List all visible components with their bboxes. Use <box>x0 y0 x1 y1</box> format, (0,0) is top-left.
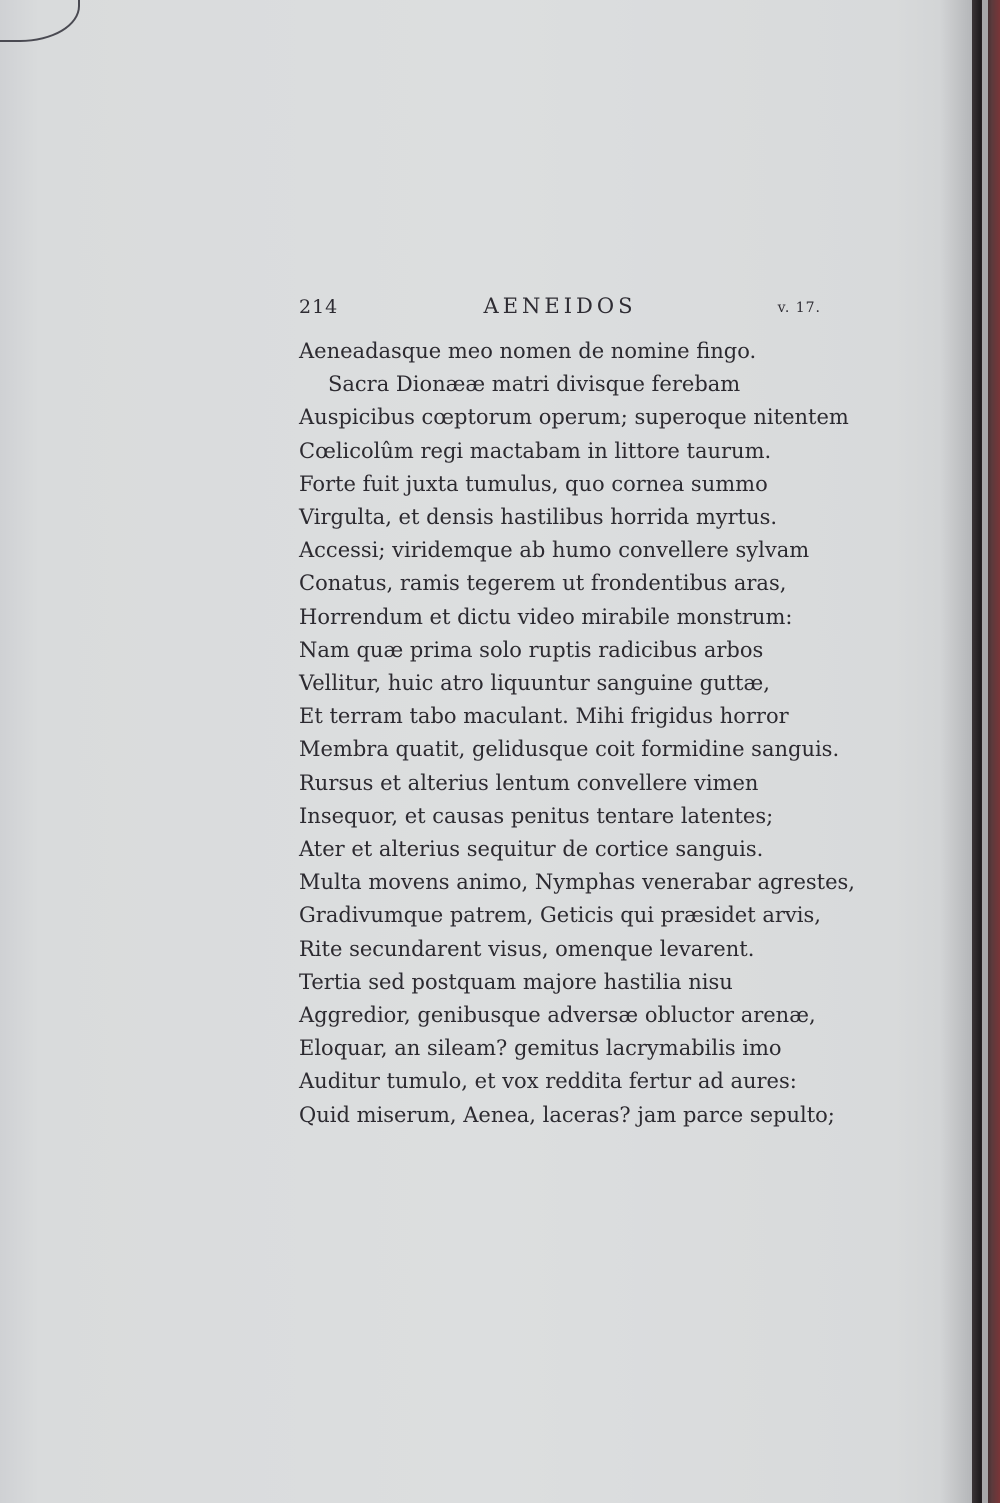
verse-line: Virgulta, et densis hastilibus horrida myrtus. <box>299 505 778 530</box>
verse-line: Aeneadasque meo nomen de nomine fingo. <box>299 339 757 363</box>
verse-line: Et terram tabo maculant. Mihi frigidus horror <box>299 704 789 729</box>
next-page-edge <box>982 0 988 1503</box>
verse-line: Auditur tumulo, et vox reddita fertur ad aures: <box>299 1069 797 1094</box>
verse-line: Forte fuit juxta tumulus, quo cornea summo <box>299 471 768 496</box>
running-header <box>299 294 821 328</box>
verse-line: Tertia sed postquam majore hastilia nisu <box>299 969 733 994</box>
verse-line: Nam quæ prima solo ruptis radicibus arbos <box>299 637 764 662</box>
page-corner-curl <box>0 0 80 42</box>
verse-text <box>299 335 859 1132</box>
verse-reference: v. 17. <box>777 300 821 316</box>
verse-line: Ater et alterius sequitur de cortice sanguis. <box>299 837 764 862</box>
verse-line: Eloquar, an sileam? gemitus lacrymabilis imo <box>299 1036 782 1061</box>
verse-line: Quid miserum, Aenea, laceras? jam parce sepulto; <box>299 1102 835 1127</box>
verse-line: Auspicibus cœptorum operum; superoque nitentem <box>299 405 849 430</box>
verse-line: Gradivumque patrem, Geticis qui præsidet arvis, <box>299 903 821 928</box>
verse-line: Rite secundarent visus, omenque levarent. <box>299 936 755 961</box>
gutter-shadow <box>940 0 972 1503</box>
verse-line: Cœlicolûm regi mactabam in littore taurum. <box>299 438 772 463</box>
verse-line: Conatus, ramis tegerem ut frondentibus aras, <box>299 571 787 596</box>
book-edge <box>972 0 1000 1503</box>
verse-line: Accessi; viridemque ab humo convellere sylvam <box>299 538 810 563</box>
verse-line: Sacra Dionææ matri divisque ferebam <box>328 372 741 397</box>
verse-line: Rursus et alterius lentum convellere vimen <box>299 770 759 795</box>
page-number: 214 <box>299 296 339 318</box>
running-title: AENEIDOS <box>483 294 637 318</box>
verse-line: Aggredior, genibusque adversæ obluctor arenæ, <box>299 1003 816 1028</box>
verse-line: Membra quatit, gelidusque coit formidine sanguis. <box>299 737 840 762</box>
verse-line: Horrendum et dictu video mirabile monstrum: <box>299 604 793 629</box>
verse-line: Vellitur, huic atro liquuntur sanguine guttæ, <box>299 671 770 696</box>
verse-line: Multa movens animo, Nymphas venerabar agrestes, <box>299 870 855 895</box>
verse-line: Insequor, et causas penitus tentare latentes; <box>299 803 774 828</box>
